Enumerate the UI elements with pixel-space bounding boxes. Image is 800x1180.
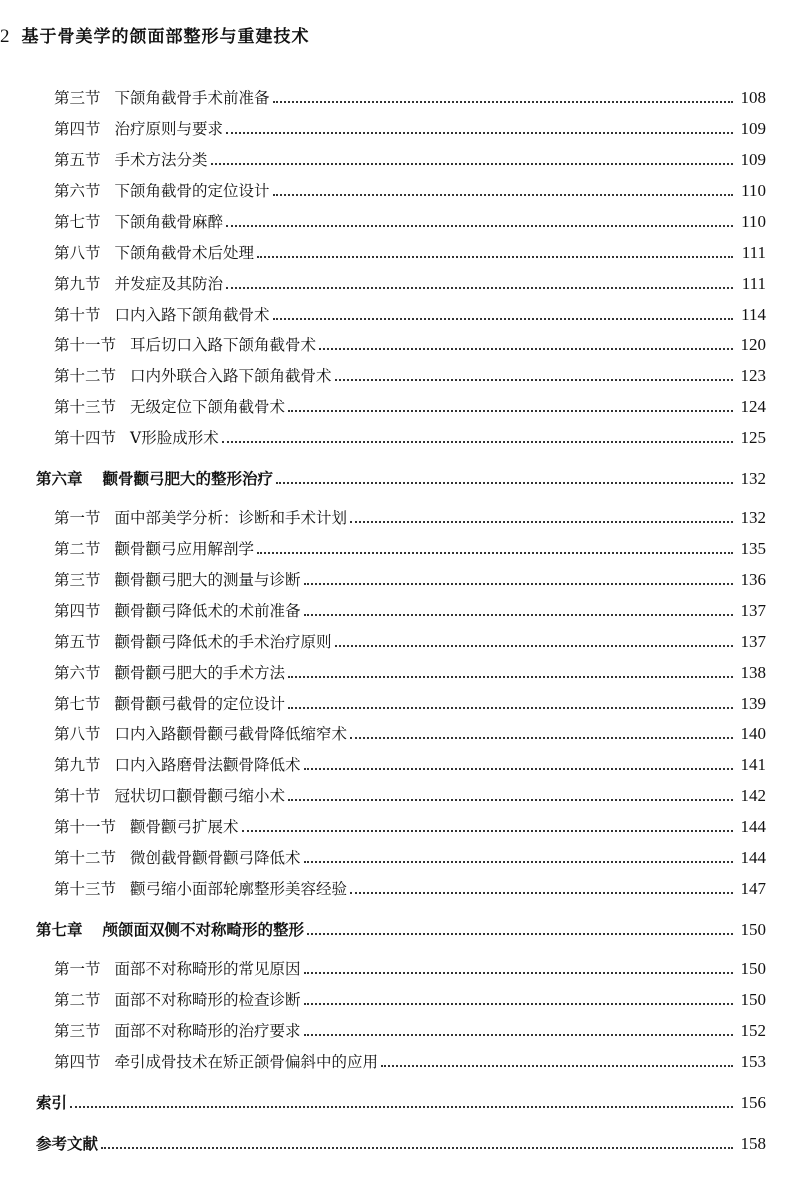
toc-entry-number: 第一节: [54, 960, 101, 978]
toc-entry-title: 面中部美学分析：诊断和手术计划: [114, 509, 348, 527]
toc-entry-number: 第七节: [54, 213, 101, 231]
toc-entry-page: 141: [740, 755, 766, 774]
toc-entry-title: 耳后切口入路下颌角截骨术: [130, 336, 317, 354]
toc-section-entry[interactable]: [54, 597, 766, 621]
book-title: 基于骨美学的颌面部整形与重建技术: [21, 27, 310, 47]
dot-leader: [307, 932, 733, 935]
dot-leader: [211, 162, 733, 165]
dot-leader: [242, 829, 733, 832]
toc-entry-title: 颧骨颧弓应用解剖学: [114, 540, 255, 558]
dot-leader: [304, 971, 733, 974]
toc-section-entry[interactable]: [54, 208, 766, 232]
toc-entry-page: 153: [740, 1052, 766, 1071]
toc-entry-page: 140: [740, 724, 766, 743]
toc-section-entry[interactable]: [54, 393, 766, 417]
toc-entry-number: 第十三节: [54, 398, 117, 416]
toc-entry-title: 颧骨颧弓降低术的手术治疗原则: [114, 633, 332, 651]
dot-leader: [304, 613, 733, 616]
toc-section-entry[interactable]: [54, 84, 766, 108]
dot-leader: [257, 551, 733, 554]
toc-entry-page: 108: [740, 88, 766, 107]
toc-entry-title: 颧骨颧弓降低术的术前准备: [114, 602, 301, 620]
toc-entry-number: 第十节: [54, 306, 101, 324]
toc-entry-title: 颧骨颧弓扩展术: [130, 818, 239, 836]
toc-section-entry[interactable]: [54, 751, 766, 775]
dot-leader: [288, 798, 733, 801]
toc-entry-number: 第二节: [54, 540, 101, 558]
toc-entry-title: 牵引成骨技术在矫正颌骨偏斜中的应用: [114, 1053, 379, 1071]
toc-section-entry[interactable]: [54, 628, 766, 652]
toc-entry-page: 144: [740, 848, 766, 867]
toc-section-entry[interactable]: [54, 146, 766, 170]
dot-leader: [288, 409, 733, 412]
toc-entry-number: 第十二节: [54, 367, 117, 385]
toc-entry-title: 颧弓缩小面部轮廓整形美容经验: [130, 880, 348, 898]
toc-entry-page: 124: [740, 397, 766, 416]
dot-leader: [304, 1002, 733, 1005]
toc-section-entry[interactable]: [54, 782, 766, 806]
dot-leader: [304, 860, 733, 863]
dot-leader: [304, 582, 733, 585]
dot-leader: [70, 1105, 733, 1108]
toc-section-entry[interactable]: [54, 362, 766, 386]
toc-entry-page: 152: [740, 1021, 766, 1040]
toc-section-entry[interactable]: [54, 844, 766, 868]
toc-section-entry[interactable]: [54, 270, 766, 294]
toc-chapter-entry[interactable]: [36, 465, 766, 489]
toc-entry-number: 第三节: [54, 89, 101, 107]
toc-entry-page: 109: [740, 119, 766, 138]
toc-entry-page: 111: [741, 274, 766, 293]
toc-chapter-entry[interactable]: [36, 916, 766, 940]
toc-entry-title: 颧骨颧弓肥大的测量与诊断: [114, 571, 301, 589]
toc-entry-page: 150: [740, 920, 766, 939]
toc-entry-page: 120: [740, 335, 766, 354]
toc-entry-title: V形脸成形术: [130, 429, 219, 447]
toc-entry-number: 第五节: [54, 151, 101, 169]
toc-entry-page: 137: [740, 632, 766, 651]
toc-section-entry[interactable]: [54, 1048, 766, 1072]
toc-backmatter-entry[interactable]: [36, 1130, 766, 1154]
toc-entry-title: 参考文献: [36, 1134, 99, 1153]
toc-entry-title: 无级定位下颌角截骨术: [130, 398, 286, 416]
running-head: [0, 22, 310, 46]
toc-entry-title: 颅颌面双侧不对称畸形的整形: [102, 920, 305, 939]
dot-leader: [276, 481, 733, 484]
toc-entry-page: 147: [740, 879, 766, 898]
toc-entry-number: 第十一节: [54, 818, 117, 836]
dot-leader: [335, 644, 733, 647]
toc-entry-title: 口内入路磨骨法颧骨降低术: [114, 756, 301, 774]
dot-leader: [319, 347, 733, 350]
toc-section-entry[interactable]: [54, 504, 766, 528]
dot-leader: [381, 1064, 733, 1067]
toc-section-entry[interactable]: [54, 1017, 766, 1041]
toc-entry-title: 并发症及其防治: [114, 275, 224, 293]
toc-entry-number: 第十三节: [54, 880, 117, 898]
toc-entry-page: 158: [740, 1134, 766, 1153]
toc-entry-number: 第六节: [54, 182, 101, 200]
toc-section-entry[interactable]: [54, 813, 766, 837]
toc-entry-title: 下颌角截骨手术前准备: [114, 89, 270, 107]
dot-leader: [273, 317, 733, 320]
dot-leader: [350, 520, 733, 523]
toc-backmatter-entry[interactable]: [36, 1089, 766, 1113]
toc-entry-page: 136: [740, 570, 766, 589]
toc-section-entry[interactable]: [54, 239, 766, 263]
toc-entry-number: 第十节: [54, 787, 101, 805]
dot-leader: [288, 706, 733, 709]
dot-leader: [350, 736, 733, 739]
toc-entry-number: 第六章: [36, 469, 83, 488]
toc-section-entry[interactable]: [54, 875, 766, 899]
dot-leader: [226, 224, 733, 227]
dot-leader: [257, 255, 733, 258]
toc-entry-title: 手术方法分类: [114, 151, 208, 169]
toc-entry-number: 第八节: [54, 725, 101, 743]
toc-entry-page: 132: [740, 469, 766, 488]
toc-entry-number: 第六节: [54, 664, 101, 682]
dot-leader: [288, 675, 733, 678]
toc-entry-title: 下颌角截骨麻醉: [114, 213, 224, 231]
toc-entry-number: 第八节: [54, 244, 101, 262]
toc-entry-title: 面部不对称畸形的治疗要求: [114, 1022, 301, 1040]
toc-entry-page: 125: [740, 428, 766, 447]
dot-leader: [226, 131, 733, 134]
toc-entry-page: 139: [740, 694, 766, 713]
toc-section-entry[interactable]: [54, 955, 766, 979]
toc-entry-page: 138: [740, 663, 766, 682]
toc-entry-title: 下颌角截骨的定位设计: [114, 182, 270, 200]
toc-entry-number: 第一节: [54, 509, 101, 527]
toc-section-entry[interactable]: [54, 535, 766, 559]
toc-entry-title: 颧骨颧弓肥大的整形治疗: [102, 469, 274, 488]
toc-entry-page: 142: [740, 786, 766, 805]
toc-entry-title: 面部不对称畸形的检查诊断: [114, 991, 301, 1009]
toc-entry-title: 颧骨颧弓截骨的定位设计: [114, 695, 286, 713]
toc-entry-title: 治疗原则与要求: [114, 120, 224, 138]
toc-entry-number: 第四节: [54, 1053, 101, 1071]
toc-section-entry[interactable]: [54, 986, 766, 1010]
toc-entry-title: 微创截骨颧骨颧弓降低术: [130, 849, 301, 867]
toc-section-entry[interactable]: [54, 566, 766, 590]
toc-entry-page: 137: [740, 601, 766, 620]
toc-entry-page: 110: [741, 212, 766, 231]
toc-entry-number: 第十一节: [54, 336, 117, 354]
dot-leader: [350, 891, 733, 894]
dot-leader: [335, 378, 733, 381]
toc-entry-number: 第二节: [54, 991, 101, 1009]
toc-entry-page: 109: [740, 150, 766, 169]
toc-section-entry[interactable]: [54, 659, 766, 683]
toc-entry-page: 135: [740, 539, 766, 558]
toc-entry-number: 第七章: [36, 920, 83, 939]
toc-entry-page: 150: [740, 959, 766, 978]
toc-entry-number: 第九节: [54, 756, 101, 774]
toc-entry-page: 156: [740, 1093, 766, 1112]
toc-entry-title: 冠状切口颧骨颧弓缩小术: [114, 787, 286, 805]
dot-leader: [304, 767, 733, 770]
toc-section-entry[interactable]: [54, 331, 766, 355]
toc-entry-number: 第四节: [54, 602, 101, 620]
page-number: 2: [0, 26, 10, 47]
toc-entry-number: 第九节: [54, 275, 101, 293]
toc-entry-title: 索引: [36, 1093, 68, 1112]
toc-section-entry[interactable]: [54, 720, 766, 744]
dot-leader: [222, 440, 733, 443]
dot-leader: [101, 1146, 733, 1149]
toc-entry-number: 第十四节: [54, 429, 117, 447]
toc-entry-number: 第十二节: [54, 849, 117, 867]
dot-leader: [273, 193, 733, 196]
dot-leader: [226, 286, 733, 289]
toc-entry-page: 111: [741, 243, 766, 262]
toc-entry-number: 第三节: [54, 571, 101, 589]
toc-entry-page: 150: [740, 990, 766, 1009]
dot-leader: [304, 1033, 733, 1036]
toc-entry-title: 口内入路下颌角截骨术: [114, 306, 270, 324]
toc-section-entry[interactable]: [54, 301, 766, 325]
toc-entry-number: 第三节: [54, 1022, 101, 1040]
toc-section-entry[interactable]: [54, 690, 766, 714]
toc-section-entry[interactable]: [54, 424, 766, 448]
toc-entry-title: 面部不对称畸形的常见原因: [114, 960, 301, 978]
toc-entry-title: 颧骨颧弓肥大的手术方法: [114, 664, 286, 682]
toc-entry-title: 下颌角截骨术后处理: [114, 244, 255, 262]
toc-entry-page: 132: [740, 508, 766, 527]
toc-entry-number: 第四节: [54, 120, 101, 138]
toc-entry-page: 114: [741, 305, 766, 324]
toc-section-entry[interactable]: [54, 177, 766, 201]
toc-entry-title: 口内入路颧骨颧弓截骨降低缩窄术: [114, 725, 348, 743]
dot-leader: [273, 100, 733, 103]
toc-entry-page: 144: [740, 817, 766, 836]
toc-section-entry[interactable]: [54, 115, 766, 139]
toc-entry-page: 110: [741, 181, 766, 200]
toc-entry-number: 第七节: [54, 695, 101, 713]
toc-entry-title: 口内外联合入路下颌角截骨术: [130, 367, 332, 385]
toc-entry-page: 123: [740, 366, 766, 385]
toc-entry-number: 第五节: [54, 633, 101, 651]
